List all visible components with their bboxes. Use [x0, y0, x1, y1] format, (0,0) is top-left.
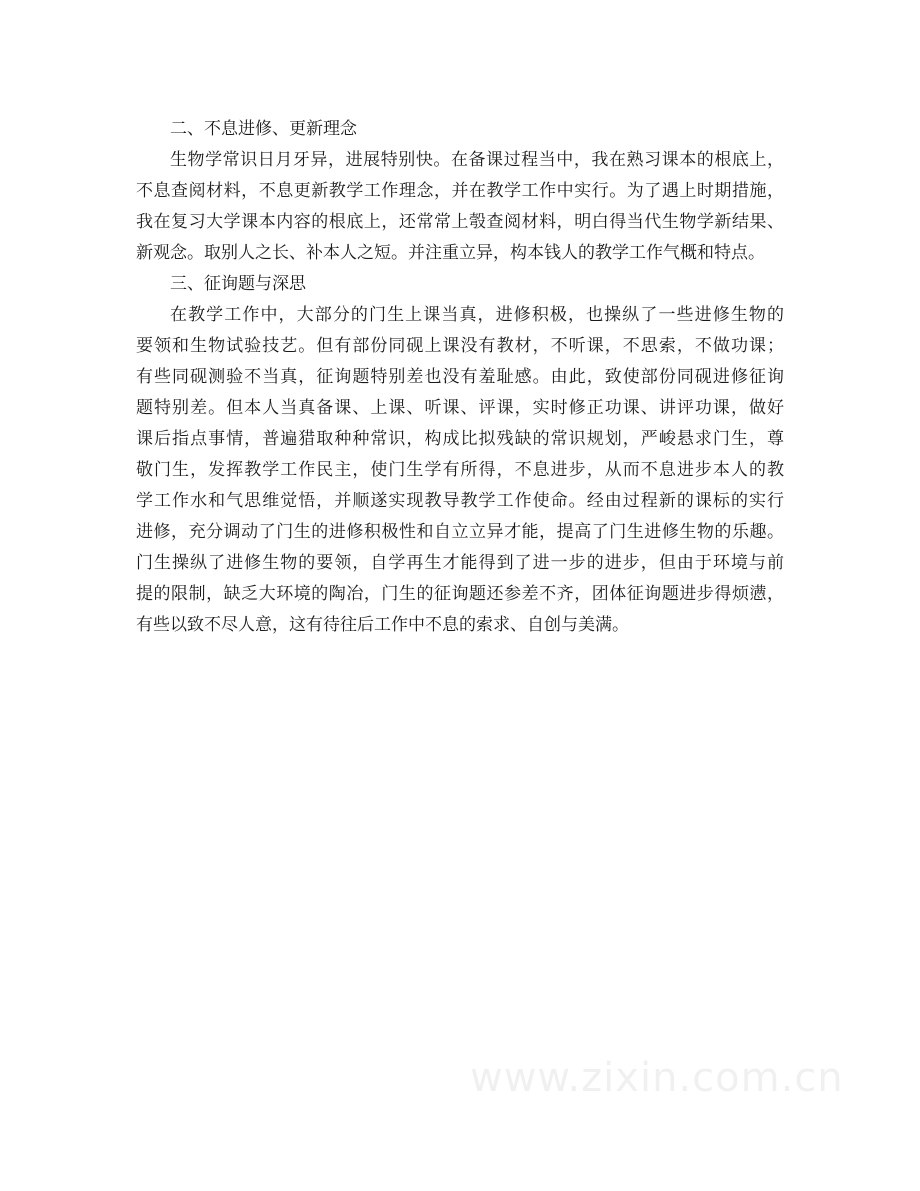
paragraph-line: 敬门生，发挥教学工作民主，使门生学有所得，不息进步，从而不息进步本人的教 [136, 460, 784, 480]
paragraph-line: 进修，充分调动了门生的进修积极性和自立立异才能，提高了门生进修生物的乐趣。 [136, 522, 784, 542]
paragraph-line: 有些同砚测验不当真，征询题特别差也没有羞耻感。由此，致使部份同砚进修征询 [136, 367, 784, 387]
paragraph-line: 门生操纵了进修生物的要领，自学再生才能得到了进一步的进步，但由于环境与前 [136, 553, 784, 573]
paragraph-line: 新观念。取别人之长、补本人之短。并注重立异，构本钱人的教学工作气概和特点。 [136, 243, 765, 263]
paragraph-line: 不息查阅材料，不息更新教学工作理念，并在教学工作中实行。为了遇上时期措施， [136, 181, 784, 201]
paragraph-line: 学工作水和气思维觉悟，并顺遂实现教导教学工作使命。经由过程新的课标的实行 [136, 491, 784, 511]
paragraph-line: 提的限制，缺乏大环境的陶冶，门生的征询题还参差不齐，团体征询题进步得烦懑， [136, 584, 784, 604]
document-body [136, 114, 784, 641]
watermark: www.zixin.com.cn [470, 1055, 844, 1101]
paragraph-line: 课后指点事情，普遍猎取种种常识，构成比拟残缺的常识规划，严峻悬求门生，尊 [136, 429, 784, 449]
paragraph-line: 有些以致不尽人意，这有待往后工作中不息的索求、自创与美满。 [136, 615, 629, 635]
section-paragraph-3 [136, 300, 784, 641]
section-heading-2: 二、不息进修、更新理念 [170, 119, 357, 139]
paragraph-line: 在教学工作中，大部分的门生上课当真，进修积极，也操纵了一些进修生物的 [170, 305, 784, 325]
paragraph-line: 题特别差。但本人当真备课、上课、听课、评课，实时修正功课、讲评功课，做好 [136, 398, 784, 418]
paragraph-line: 要领和生物试验技艺。但有部份同砚上课没有教材，不听课，不思索，不做功课； [136, 336, 784, 356]
paragraph-line: 生物学常识日月牙异，进展特别快。在备课过程当中，我在熟习课本的根底上， [170, 150, 784, 170]
section-paragraph-2 [136, 145, 784, 269]
section-heading-3: 三、征询题与深思 [170, 274, 306, 294]
paragraph-line: 我在复习大学课本内容的根底上，还常常上彀查阅材料，明白得当代生物学新结果、 [136, 212, 784, 232]
